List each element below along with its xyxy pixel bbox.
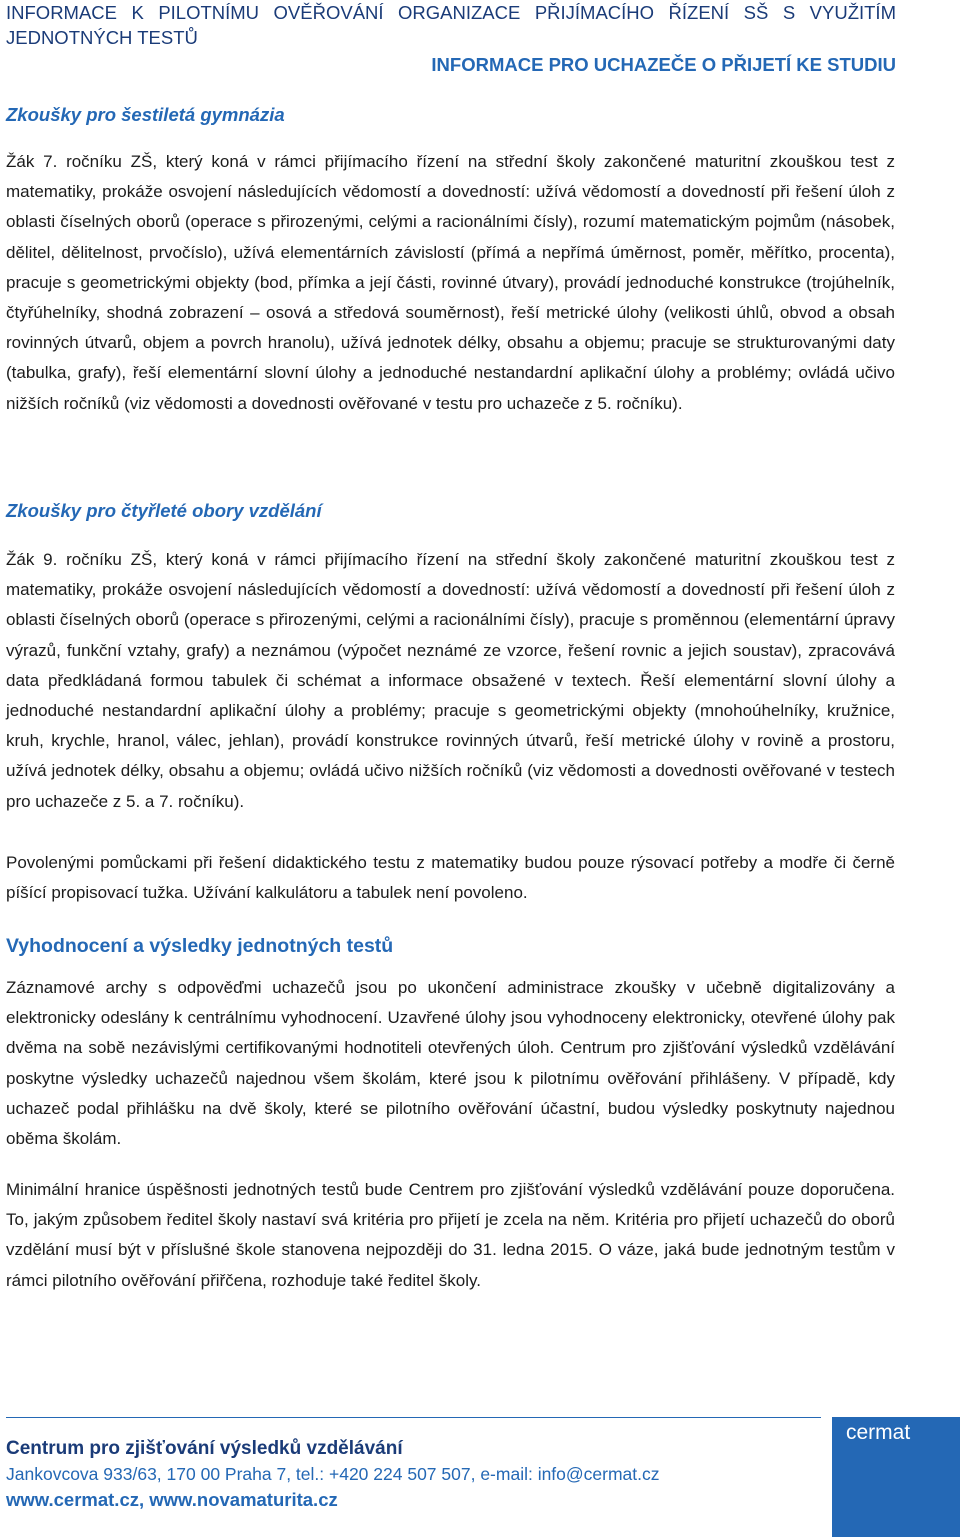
footer-link-separator: , bbox=[138, 1489, 150, 1510]
vyhodnoceni-paragraph: Záznamové archy s odpověďmi uchazečů jsou po ukončení administrace zkoušky v učebně digitalizovány a elektronicky odeslány k centrálnímu vyhodnocení. Uzavřené úlohy jsou vyhodnoceny elektronicky, otevřené úlohy pak dvěma na sobě nezávislými certifikovanými hodnotiteli otevřených úloh. Centrum pro zjišťování výsledků vzdělávání poskytne výsledky uchazečů najednou všem školám, které jsou k pilotnímu ověřování přihlášeny. V případě, kdy uchazeč podal přihlášku na dvě školy, které se pilotního ověřování účastní, budou výsledky poskytnuty najednou oběma školám. bbox=[6, 978, 895, 1149]
header-title-line1: INFORMACE K PILOTNÍMU OVĚŘOVÁNÍ ORGANIZACE PŘIJÍMACÍHO ŘÍZENÍ SŠ S VYUŽITÍM bbox=[6, 2, 896, 23]
footer-divider bbox=[6, 1417, 821, 1418]
footer-address: Jankovcova 933/63, 170 00 Praha 7, tel.: +420 224 507 507, e-mail: info@cermat.cz bbox=[6, 1464, 660, 1484]
header-title-line2: JEDNOTNÝCH TESTŮ bbox=[6, 27, 198, 48]
hranice-paragraph: Minimální hranice úspěšnosti jednotných testů bude Centrem pro zjišťování výsledků vzdělávání pouze doporučena. To, jakým způsobem ředitel školy nastaví svá kritéria pro přijetí je zcela na něm. Kritéria pro přijetí uchazečů do oborů vzdělání musí být v příslušné škole stanovena nejpozději do 31. ledna 2015. O váze, jaká bude jednotným testům v rámci pilotního ověřování přiřčena, rozhoduje také ředitel školy. bbox=[6, 1180, 895, 1290]
cermat-logo-text: cermat bbox=[846, 1421, 911, 1444]
pomucky-paragraph: Povolenými pomůckami při řešení didaktického testu z matematiky budou pouze rýsovací potřeby a modře či černě píšící propisovací tužka. Užívání kalkulátoru a tabulek není povoleno. bbox=[6, 853, 895, 903]
ctyrlete-paragraph: Žák 9. ročníku ZŠ, který koná v rámci přijímacího řízení na střední školy zakončené maturitní zkouškou test z matematiky, prokáže osvojení následujících vědomostí a dovedností: užívá vědomostí a dovedností při řešení úloh z oblasti číselných oborů (operace s přirozenými, celými a racionálními čísly), pracuje s proměnnou (elementární úpravy výrazů, funkční vztahy, grafy) a neznámou (výpočet neznámé ze vzorce, řešení rovnic a jejich soustav), zpracovává data předkládaná formou tabulek či schémat a informace obsažené v textech. Řeší elementární slovní úlohy a jednoduché nestandardní aplikační úlohy a problémy; pracuje s geometrickými objekty (mnohoúhelníky, kružnice, kruh, krychle, hranol, válec, jehlan), provádí konstrukce rovinných útvarů, řeší metrické úlohy v rovině a prostoru, užívá jednotek délky, obsahu a objemu; ovládá učivo nižších ročníků (viz vědomosti a dovednosti ověřované v testech pro uchazeče z 5. a 7. ročníku). bbox=[6, 550, 895, 811]
ctyrlete-heading: Zkoušky pro čtyřleté obory vzdělání bbox=[6, 500, 322, 521]
header-subtitle: INFORMACE PRO UCHAZEČE O PŘIJETÍ KE STUDIU bbox=[431, 54, 896, 75]
cermat-logo bbox=[832, 1417, 960, 1537]
novamaturita-link[interactable]: www.novamaturita.cz bbox=[149, 1489, 338, 1510]
footer-links bbox=[6, 1489, 338, 1511]
cermat-link[interactable]: www.cermat.cz bbox=[6, 1489, 139, 1510]
footer-org-name: Centrum pro zjišťování výsledků vzdělávání bbox=[6, 1438, 403, 1459]
vyhodnoceni-heading: Vyhodnocení a výsledky jednotných testů bbox=[6, 935, 394, 957]
gymnazia-heading: Zkoušky pro šestiletá gymnázia bbox=[6, 104, 285, 125]
gymnazia-paragraph: Žák 7. ročníku ZŠ, který koná v rámci přijímacího řízení na střední školy zakončené maturitní zkouškou test z matematiky, prokáže osvojení následujících vědomostí a dovedností: užívá vědomostí a dovedností při řešení úloh z oblasti číselných oborů (operace s přirozenými, celými a racionálními čísly), rozumí matematickým pojmům (násobek, dělitel, dělitelnost, prvočíslo), užívá elementárních závislostí (přímá a nepřímá úměrnost, poměr, měřítko, procenta), pracuje s geometrickými objekty (bod, přímka a její části, rovinné útvary), provádí jednoduché konstrukce (trojúhelník, čtyřúhelníky, shodná zobrazení – osová a středová souměrnost), řeší metrické úlohy (velikosti úhlů, obvod a obsah rovinných útvarů, objem a povrch hranolu), užívá jednotek délky, obsahu a objemu; pracuje se strukturovanými daty (tabulka, grafy), řeší elementární slovní úlohy a jednoduché nestandardní aplikační úlohy a problémy; ovládá učivo nižších ročníků (viz vědomosti a dovednosti ověřované v testu pro uchazeče z 5. ročníku). bbox=[6, 152, 895, 413]
